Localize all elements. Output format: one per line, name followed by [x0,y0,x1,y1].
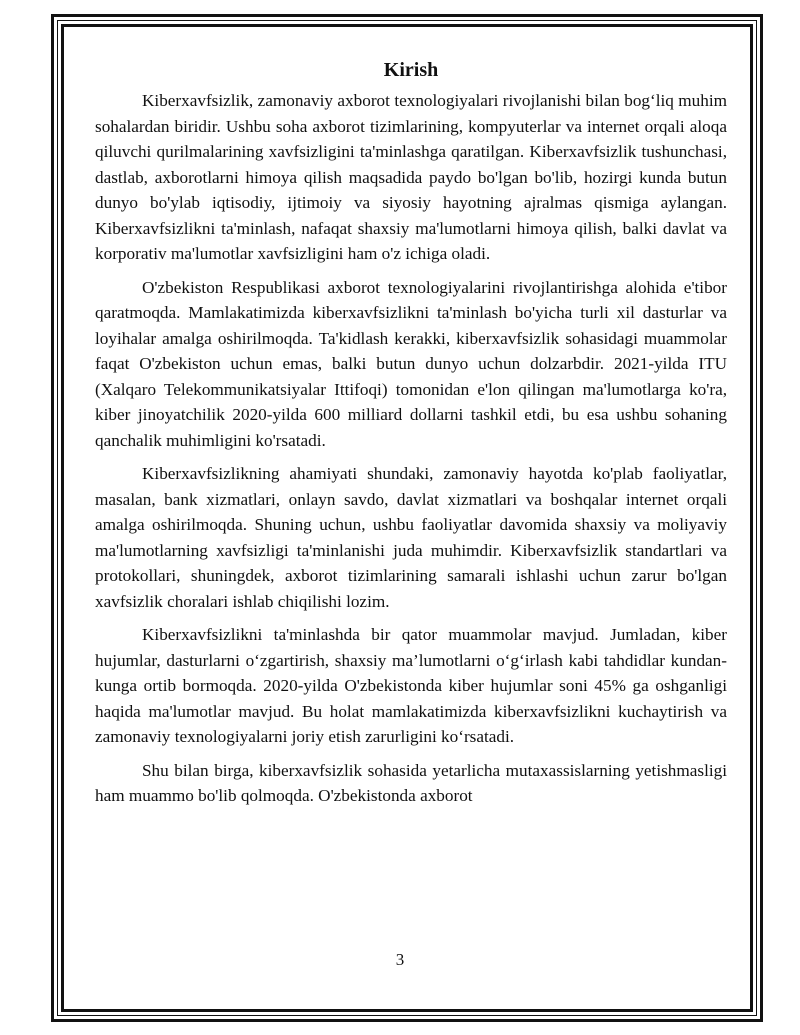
paragraph: Kiberxavfsizlikning ahamiyati shundaki, zamonaviy hayotda ko'plab faoliyatlar, masalan, bank xizmatlari, onlayn savdo, davlat xizmatlari va boshqalar internet orqali amalga oshirilmoqda. Shuning uchun, ushbu faoliyatlar davomida shaxsiy va moliyaviy ma'lumotlarning xavfsizligi ta'minlanishi juda muhimdir. Kiberxavfsizlik standartlari va protokollari, shuningdek, axborot tizimlarining samarali ishlashi uchun zarur bo'lgan xavfsizlik choralari ishlab chiqilishi lozim. [95,464,727,611]
page-number: 3 [395,950,405,969]
paragraph: Kiberxavfsizlik, zamonaviy axborot texnologiyalari rivojlanishi bilan bog‘liq muhim sohalardan biridir. Ushbu soha axborot tizimlarining, kompyuterlar va internet orqali aloqa qiluvchi qurilmalarining xavfsizligini ta'minlashga qaratilgan. Kiberxavfsizlik tushunchasi, dastlab, axborotlarni himoya qilish maqsadida paydo bo'lgan bo'lib, hozirgi kunda butun dunyo bo'ylab iqtisodiy, ijtimoiy va siyosiy hayotning ajralmas qismiga aylangan. Kiberxavfsizlikni ta'minlash, nafaqat shaxsiy ma'lumotlarni himoya qilish, balki davlat va korporativ ma'lumotlar xavfsizligini ham o'z ichiga oladi. [95,91,727,263]
document-body [95,54,727,817]
paragraph: O'zbekiston Respublikasi axborot texnologiyalarini rivojlantirishga alohida e'tibor qaratmoqda. Mamlakatimizda kiberxavfsizlikni ta'minlash bo'yicha turli xil dasturlar va loyihalar amalga oshirilmoqda. Ta'kidlash kerakki, kiberxavfsizlik sohasidagi muammolar faqat O'zbekiston uchun emas, balki butun dunyo uchun dolzarbdir. 2021-yilda ITU (Xalqaro Telekommunikatsiyalar Ittifoqi) tomonidan e'lon qilingan ma'lumotlarga ko'ra, kiber jinoyatchilik 2020-yilda 600 milliard dollarni tashkil etdi, bu esa ushbu sohaning qanchalik muhimligini ko'rsatadi. [95,277,727,450]
paragraph: Shu bilan birga, kiberxavfsizlik sohasida yetarlicha mutaxassislarning yetishmasligi ham muammo bo'lib qolmoqda. O'zbekistonda axborot [95,760,727,805]
paragraph: Kiberxavfsizlikni ta'minlashda bir qator muammolar mavjud. Jumladan, kiber hujumlar, dasturlarni o‘zgartirish, shaxsiy ma’lumotlarni o‘g‘irlash kabi tahdidlar kundan-kunga ortib bormoqda. 2020-yilda O'zbekistonda kiber hujumlar soni 45% ga oshganligi haqida ma'lumotlar mavjud. Bu holat mamlakatimizda kiberxavfsizlikni kuchaytirish va zamonaviy texnologiyalarni joriy etish zarurligini ko‘rsatadi. [95,625,727,746]
page-title: Kirish [383,59,439,81]
